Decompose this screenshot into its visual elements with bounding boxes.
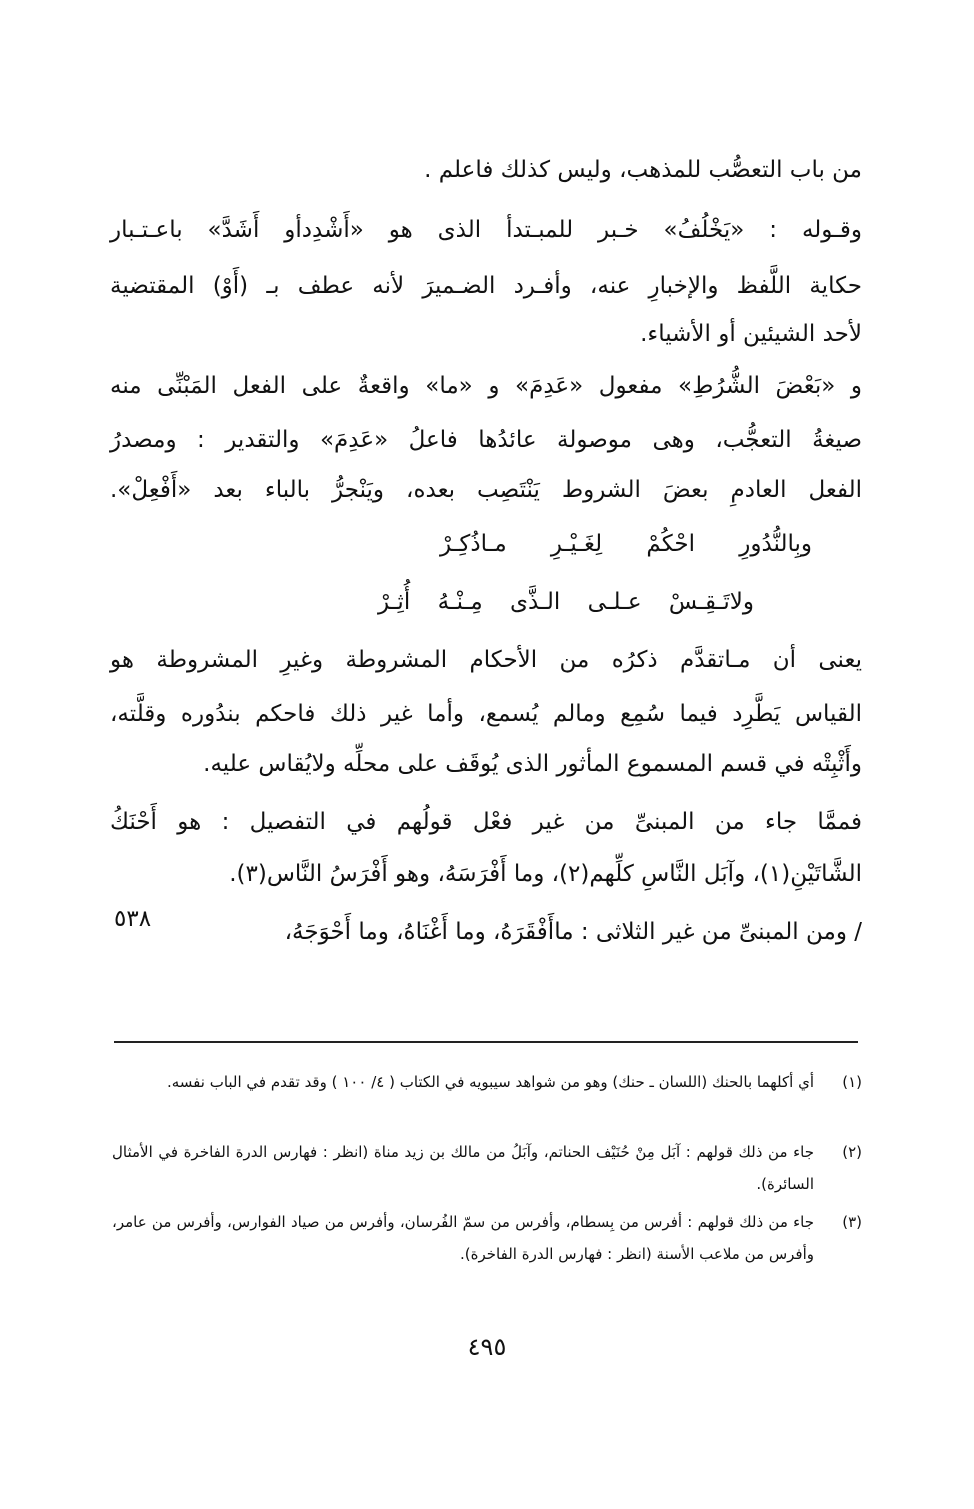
verse-line: وبِالنُّدُورِ احْكُمْ لِغَـيْـرِ مـاذُكِـرْ [440, 531, 812, 557]
text-line: و «بَعْضَ الشُّرُطِ» مفعول «عَدِمَ» و «ما» واقعةٌ على الفعل المَبْنِّى منه [110, 373, 862, 399]
text-line: لأحد الشيئين أو الأشياء. [640, 321, 862, 347]
verse-line: ولاتَـقِـسْ عـلـى الـذَّى مِـنْـهُ أُثِـرْ [378, 589, 754, 615]
text-line: / ومن المبنىِّ من غير الثلاثى : ماأَفْقَرَهُ، وما أَغْنَاهُ، وما أَحْوَجَهُ، [284, 919, 862, 945]
footnote-number: (١) [842, 1073, 862, 1091]
page-number: ٤٩٥ [467, 1333, 507, 1361]
margin-page-marker: ٥٣٨ [114, 906, 152, 932]
footnote-number: (٣) [842, 1213, 862, 1231]
text-line: حكاية اللَّفظ والإخبارِ عنه، وأفـرد الضـميرَ لأنه عطف بـ (أَوْ) المقتضية [110, 273, 862, 299]
text-line: وأَثْبِتْه في قسم المسموع المأثور الذى يُوقَف على محلِّه ولايُقاس عليه. [203, 751, 862, 777]
footnote-text: جاء من ذلك قولهم : أفرس من بِسطام، وأفرس من سمّ الفُرسان، وأفرس من صياد الفوارس، وأفرس من عامر، وأفرس من ملاعب الأسنة (انظر : فهارس الدرة الفاخرة). [112, 1213, 814, 1263]
footnote-1 [112, 1066, 862, 1130]
footnote-number: (٢) [842, 1143, 862, 1161]
footnote-2 [112, 1136, 862, 1200]
footnote-separator [114, 1041, 858, 1043]
text-line: من باب التعصُّب للمذهب، وليس كذلك فاعلم . [424, 157, 862, 183]
footnote-3 [112, 1206, 862, 1270]
text-line: الفعل العادمِ بعضَ الشروط يَنْتَصِب بعده، ويَنْجرُّ بالباء بعد «أَفْعِلْ». [110, 477, 862, 503]
text-line: صيغةُ التعجُّب، وهى موصولة عائدُها فاعلُ «عَدِمَ» والتقدير : ومصدرُ [110, 427, 862, 453]
text-line: القياس يَطَّرِد فيما سُمِع ومالم يُسمع، وأما غير ذلك فاحكم بندُوره وقلَّته، [110, 701, 862, 727]
text-line: الشَّاتَيْنِ(١)، وآبَل النَّاسِ كلِّهم(٢)، وما أَفْرَسَهُ، وهو أَفْرَسُ النَّاس(٣). [229, 861, 862, 887]
text-line: يعنى أن مـاتقدَّم ذكرُه من الأحكام المشروطة وغيرِ المشروطة هو [110, 647, 862, 673]
footnote-text: جاء من ذلك قولهم : آبَل مِنْ حُنَيْف الحناتم، وآبَلُ من مالك بن زيد مناة (انظر : فهارس الدرة الفاخرة في الأمثال السائرة). [112, 1143, 814, 1193]
text-line: وقـوله : «يَخْلُفُ» خـبر للمبـتدأ الذى هو «أَشْدِدأو أَشَدَّ» باعـتـبار [110, 217, 862, 243]
text-line: فممَّا جاء من المبنىِّ من غير فعْل قولُهم في التفصيل : هو أَحْنَكُ [110, 809, 862, 835]
footnote-text: أي أكلهما بالحنك (اللسان ـ حنك) وهو من شواهد سيبويه في الكتاب ( ٤/ ١٠٠ ) وقد تقدم في الباب نفسه. [166, 1073, 814, 1091]
